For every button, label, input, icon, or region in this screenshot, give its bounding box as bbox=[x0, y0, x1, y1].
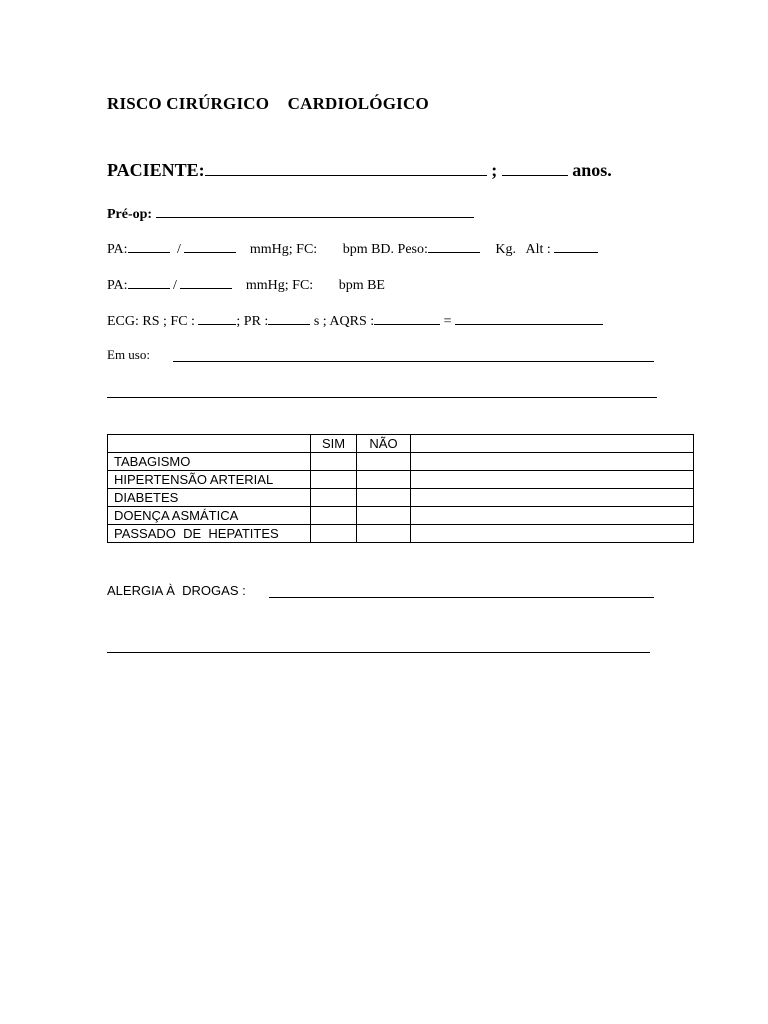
title-part-2: CARDIOLÓGICO bbox=[287, 94, 429, 113]
pa-be-unit: mmHg; FC: bbox=[245, 278, 314, 293]
em-uso-field-2[interactable] bbox=[107, 397, 657, 398]
pa-be-slash: / bbox=[173, 278, 177, 293]
ecg-row bbox=[107, 312, 603, 330]
ecg-result-field[interactable] bbox=[455, 312, 603, 325]
em-uso-field[interactable] bbox=[173, 361, 654, 362]
table-header-row bbox=[108, 435, 694, 453]
history-table bbox=[107, 434, 694, 543]
table-header-condition bbox=[108, 435, 311, 453]
alt-label: Alt : bbox=[525, 242, 551, 257]
em-uso-label: Em uso: bbox=[107, 347, 150, 362]
sim-cell[interactable] bbox=[311, 507, 357, 525]
nao-cell[interactable] bbox=[357, 453, 411, 471]
patient-separator: ; bbox=[491, 160, 498, 180]
patient-age-field[interactable] bbox=[502, 161, 568, 176]
table-row-label: TABAGISMO bbox=[108, 453, 311, 471]
bpm-bd-label: bpm BD. Peso: bbox=[342, 242, 428, 257]
sim-cell[interactable] bbox=[311, 453, 357, 471]
allergy-row bbox=[107, 583, 246, 598]
sim-cell[interactable] bbox=[311, 471, 357, 489]
notes-cell[interactable] bbox=[411, 489, 694, 507]
table-row bbox=[108, 507, 694, 525]
table-row-label: PASSADO DE HEPATITES bbox=[108, 525, 311, 543]
nao-cell[interactable] bbox=[357, 525, 411, 543]
table-row-label: HIPERTENSÃO ARTERIAL bbox=[108, 471, 311, 489]
page-title bbox=[107, 94, 429, 114]
allergy-label: ALERGIA À DROGAS : bbox=[107, 583, 246, 598]
table-row bbox=[108, 453, 694, 471]
pa-bd-diastolic-field[interactable] bbox=[184, 240, 236, 253]
pa-bd-systolic-field[interactable] bbox=[128, 240, 170, 253]
weight-field[interactable] bbox=[428, 240, 480, 253]
ecg-s-label: s ; AQRS : bbox=[313, 314, 375, 329]
patient-label: PACIENTE: bbox=[107, 160, 205, 180]
allergy-field[interactable] bbox=[269, 597, 654, 598]
table-row-label: DIABETES bbox=[108, 489, 311, 507]
vitals-be-row bbox=[107, 276, 385, 294]
pa-be-diastolic-field[interactable] bbox=[180, 276, 232, 289]
notes-cell[interactable] bbox=[411, 525, 694, 543]
nao-cell[interactable] bbox=[357, 471, 411, 489]
em-uso-row bbox=[107, 347, 150, 363]
sim-cell[interactable] bbox=[311, 525, 357, 543]
allergy-field-2[interactable] bbox=[107, 652, 650, 653]
ecg-pr-label: ; PR : bbox=[236, 314, 269, 329]
ecg-equals: = bbox=[443, 314, 452, 329]
nao-cell[interactable] bbox=[357, 507, 411, 525]
height-field[interactable] bbox=[554, 240, 598, 253]
pa-be-label: PA: bbox=[107, 278, 128, 293]
patient-age-unit: anos. bbox=[572, 160, 612, 180]
ecg-aqrs-field[interactable] bbox=[374, 312, 440, 325]
notes-cell[interactable] bbox=[411, 471, 694, 489]
table-header-sim: SIM bbox=[311, 435, 357, 453]
patient-name-field[interactable] bbox=[205, 161, 487, 176]
preop-field[interactable] bbox=[156, 205, 474, 218]
pa-be-systolic-field[interactable] bbox=[128, 276, 170, 289]
notes-cell[interactable] bbox=[411, 453, 694, 471]
table-row-label: DOENÇA ASMÁTICA bbox=[108, 507, 311, 525]
patient-row bbox=[107, 160, 612, 181]
vitals-bd-row bbox=[107, 240, 598, 258]
sim-cell[interactable] bbox=[311, 489, 357, 507]
preop-row bbox=[107, 205, 474, 223]
preop-label: Pré-op: bbox=[107, 207, 153, 222]
ecg-pr-field[interactable] bbox=[268, 312, 310, 325]
ecg-fc-field[interactable] bbox=[198, 312, 236, 325]
bpm-be-label: bpm BE bbox=[338, 278, 385, 293]
table-row bbox=[108, 471, 694, 489]
nao-cell[interactable] bbox=[357, 489, 411, 507]
table-header-nao: NÃO bbox=[357, 435, 411, 453]
table-header-notes bbox=[411, 435, 694, 453]
ecg-label: ECG: RS ; FC : bbox=[107, 314, 195, 329]
table-row bbox=[108, 525, 694, 543]
kg-label: Kg. bbox=[495, 242, 517, 257]
notes-cell[interactable] bbox=[411, 507, 694, 525]
pa-bd-slash: / bbox=[177, 242, 181, 257]
title-part-1: RISCO CIRÚRGICO bbox=[107, 94, 270, 113]
pa-bd-label: PA: bbox=[107, 242, 128, 257]
table-row bbox=[108, 489, 694, 507]
pa-bd-unit: mmHg; FC: bbox=[249, 242, 318, 257]
